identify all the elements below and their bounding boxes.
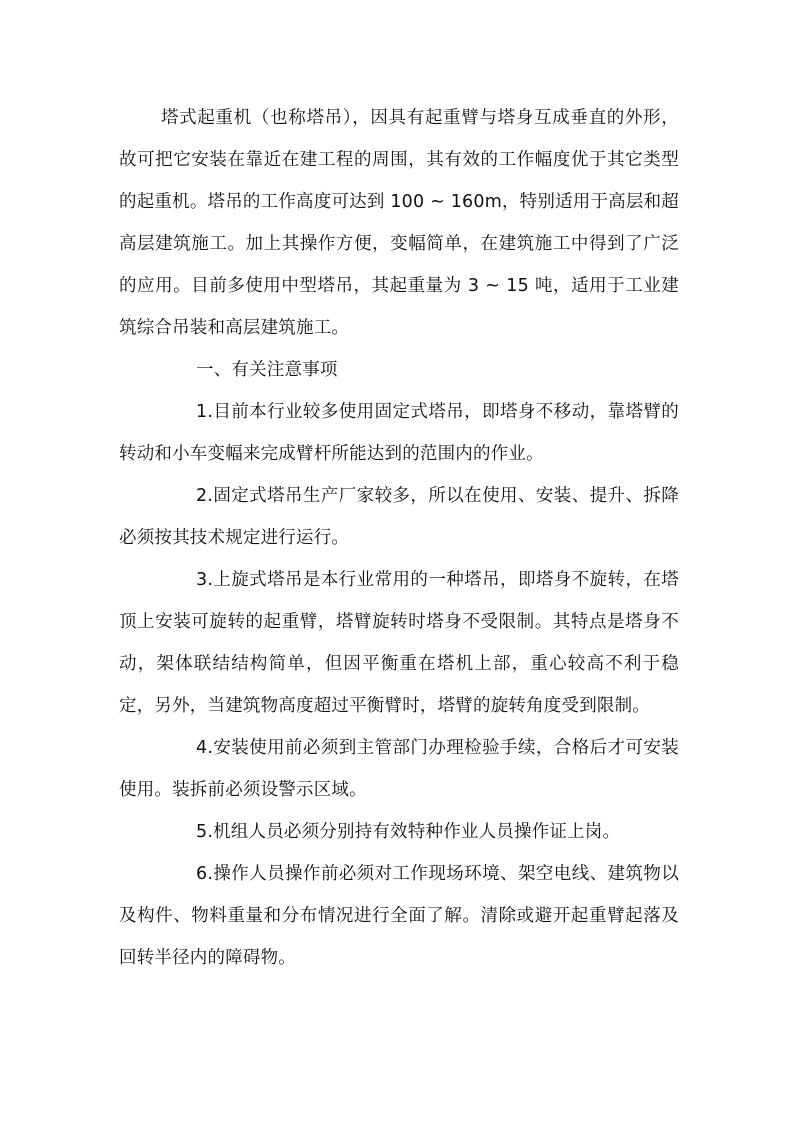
list-item-4: 4.安装使用前必须到主管部门办理检验手续，合格后才可安装使用。装拆前必须设警示区域。 [119, 738, 679, 800]
list-item-3: 3.上旋式塔吊是本行业常用的一种塔吊，即塔身不旋转，在塔顶上安装可旋转的起重臂，塔臂旋转时塔身不受限制。其特点是塔身不动，架体联结结构简单，但因平衡重在塔机上部，重心较高不利于稳定，另外，当建筑物高度超过平衡臂时，塔臂的旋转角度受到限制。 [119, 570, 679, 716]
list-item-1: 1.目前本行业较多使用固定式塔吊，即塔身不移动，靠塔臂的转动和小车变幅来完成臂杆所能达到的范围内的作业。 [119, 402, 679, 464]
list-item-2: 2.固定式塔吊生产厂家较多，所以在使用、安装、提升、拆降必须按其技术规定进行运行。 [119, 486, 679, 548]
document-body [119, 97, 679, 979]
list-item-5: 5.机组人员必须分别持有效特种作业人员操作证上岗。 [196, 822, 621, 842]
intro-paragraph: 塔式起重机（也称塔吊），因具有起重臂与塔身互成垂直的外形，故可把它安装在靠近在建工程的周围，其有效的工作幅度优于其它类型的起重机。塔吊的工作高度可达到 100 ~ 160m，特别适用于高层和超高层建筑施工。加上其操作方便，变幅简单，在建筑施工中得到了广泛的应用。目前多使用中型塔吊，其起重量为 3 ~ 15 吨，适用于工业建筑综合吊装和高层建筑施工。 [119, 108, 679, 338]
section-heading: 一、有关注意事项 [196, 360, 338, 380]
list-item-6: 6.操作人员操作前必须对工作现场环境、架空电线、建筑物以及构件、物料重量和分布情况进行全面了解。清除或避开起重臂起落及回转半径内的障碍物。 [119, 864, 679, 968]
